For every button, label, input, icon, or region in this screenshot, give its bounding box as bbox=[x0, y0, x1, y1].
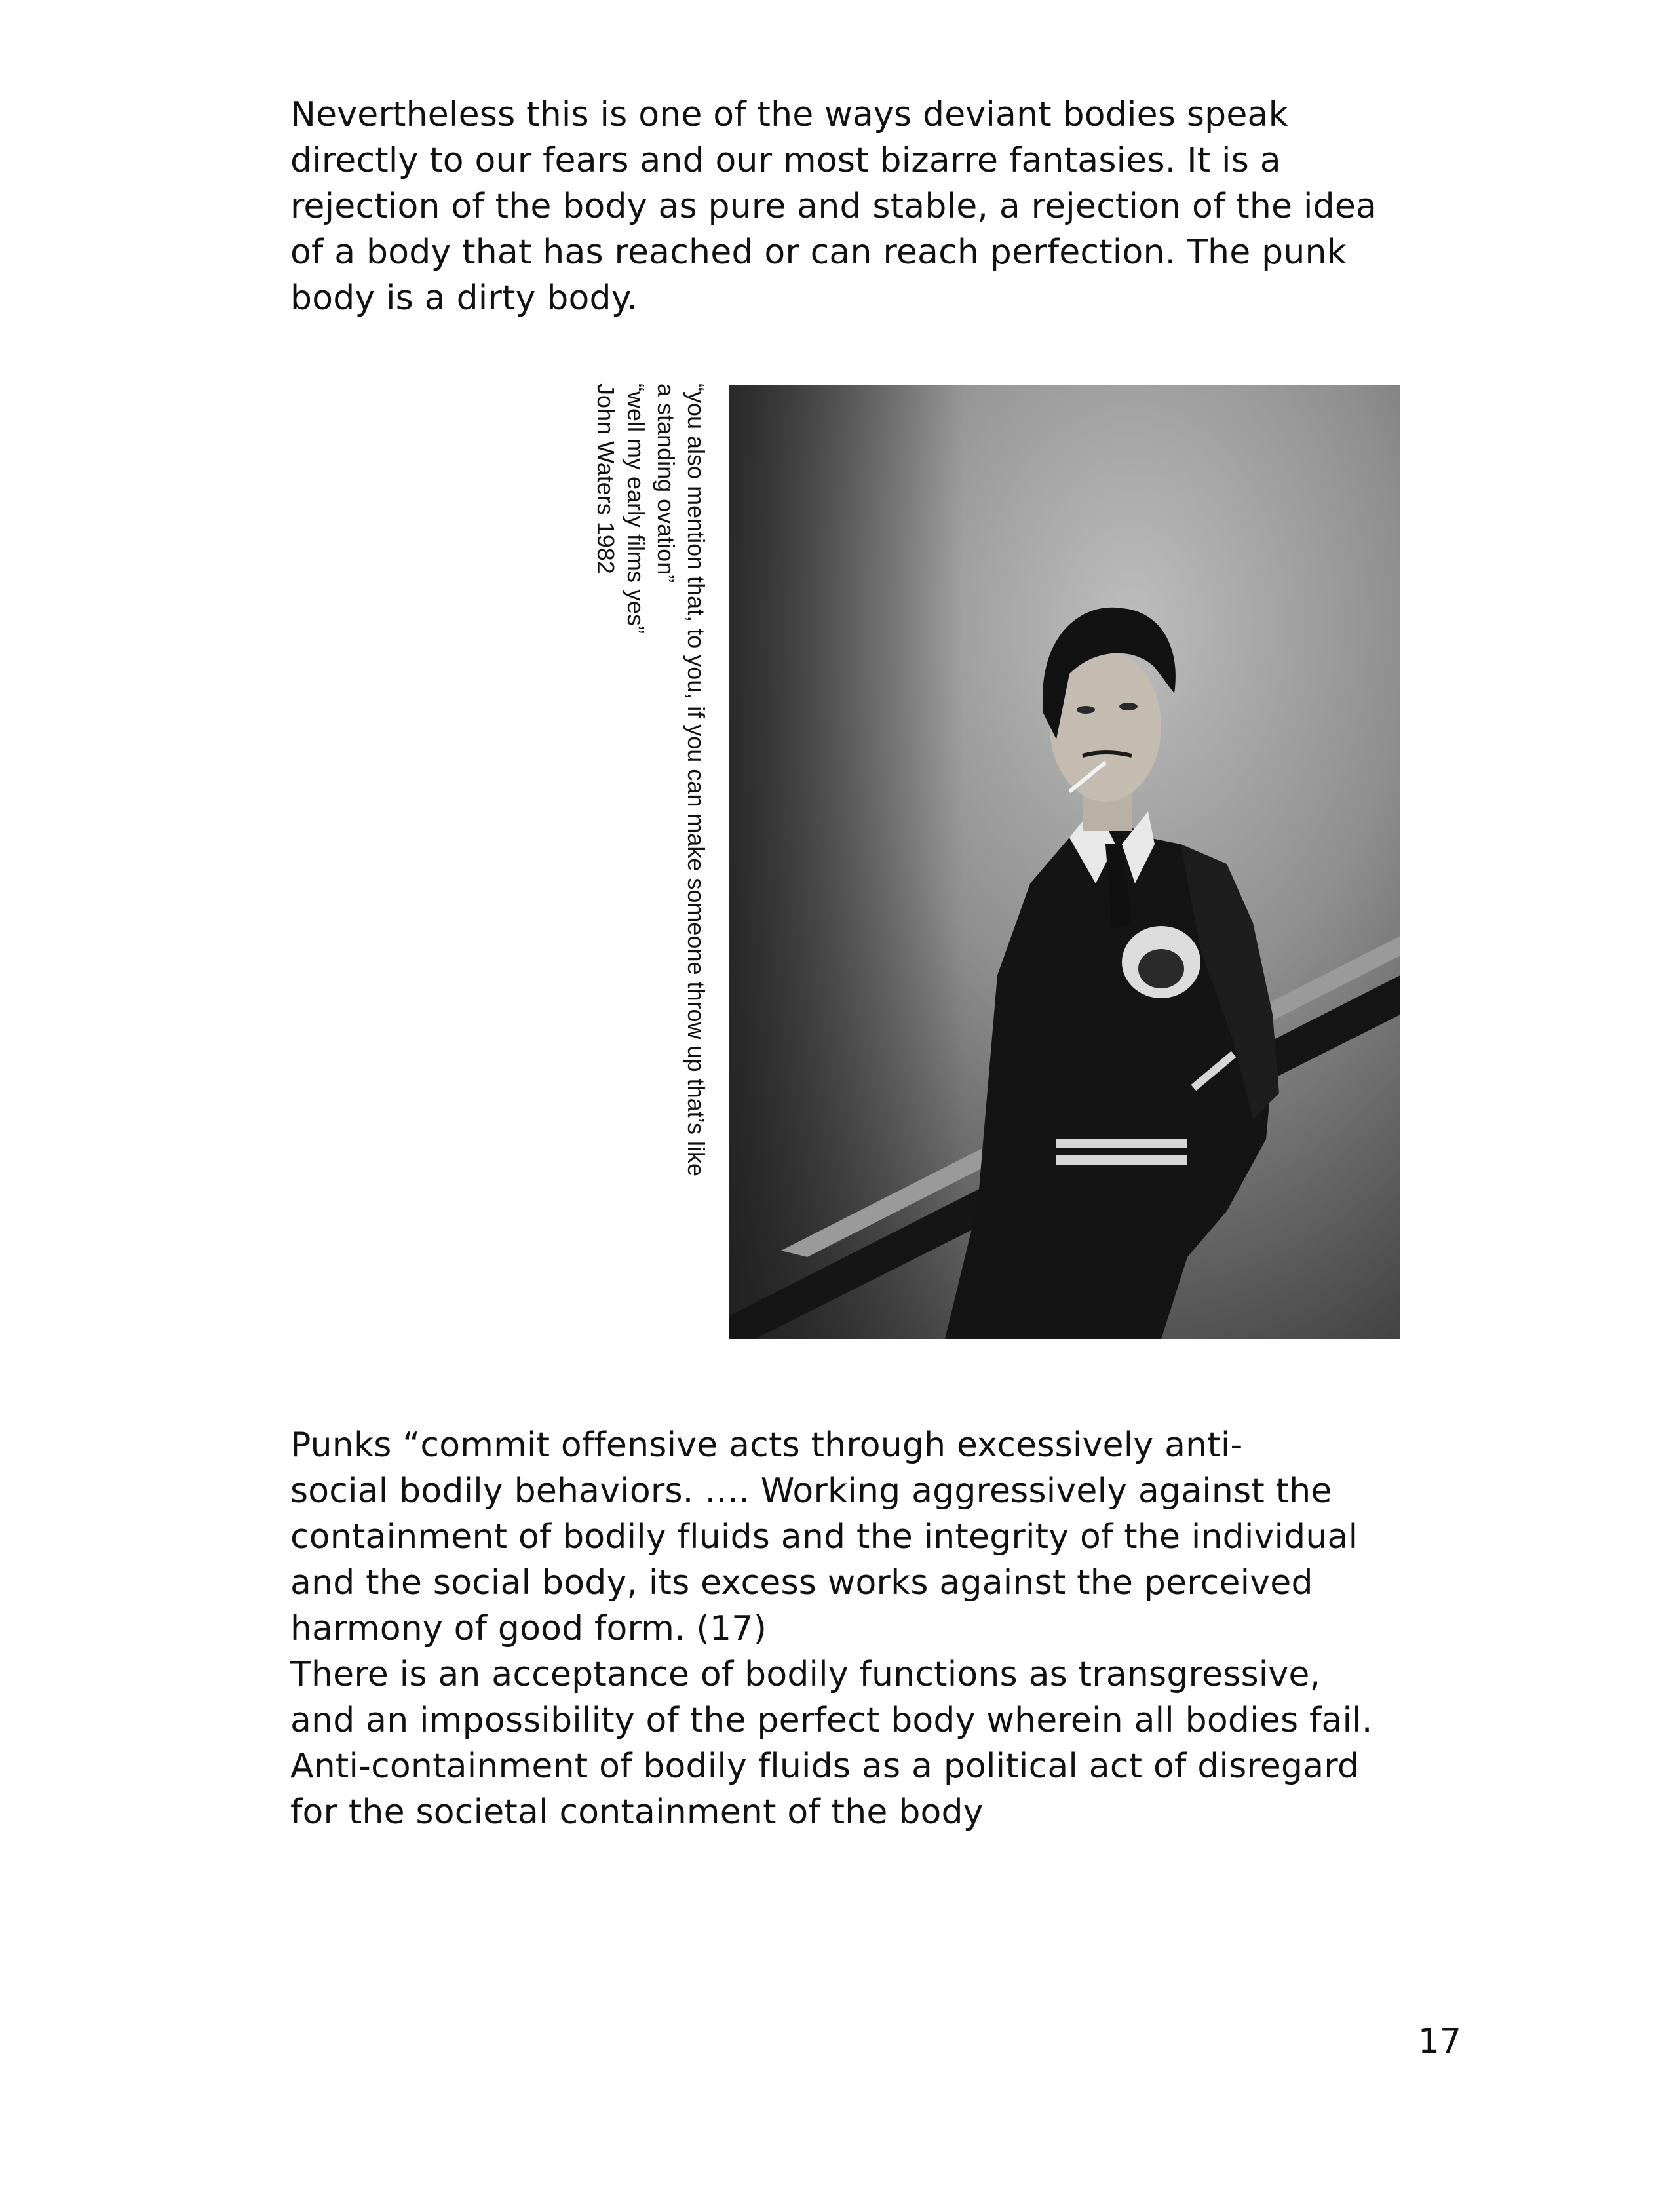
caption-attribution: John Waters 1982 bbox=[592, 383, 619, 574]
portrait-photo bbox=[729, 385, 1400, 1339]
page-number: 17 bbox=[1417, 2022, 1461, 2061]
caption-quote-line-1: “you also mention that, to you, if you can make someone throw up that’s like bbox=[683, 383, 710, 1176]
caption-quote-line-2: a standing ovation” bbox=[653, 383, 680, 583]
paragraph-top: Nevertheless this is one of the ways deviant bodies speak directly to our fears and our most bizarre fantasies. It is a rejection of the body as pure and stable, a rejection of the idea of a body that has reached or can reach perfection. The punk body is a dirty body. bbox=[290, 95, 1377, 318]
paragraph-bottom: Punks “commit offensive acts through excessively anti- social bodily behaviors. …. Working aggressively against the containment of bodily fluids and the integrity of the individual and the social body, its excess works against the perceived harmony of good form. (17) There is an acceptance of bodily functions as transgressive, and an impossibility of the perfect body wherein all bodies fail. Anti-containment of bodily fluids as a political act of disregard for the societal containment of the body bbox=[290, 1426, 1373, 1832]
photo-caption bbox=[590, 383, 711, 1340]
caption-quote-line-3: “well my early films yes” bbox=[623, 383, 649, 634]
